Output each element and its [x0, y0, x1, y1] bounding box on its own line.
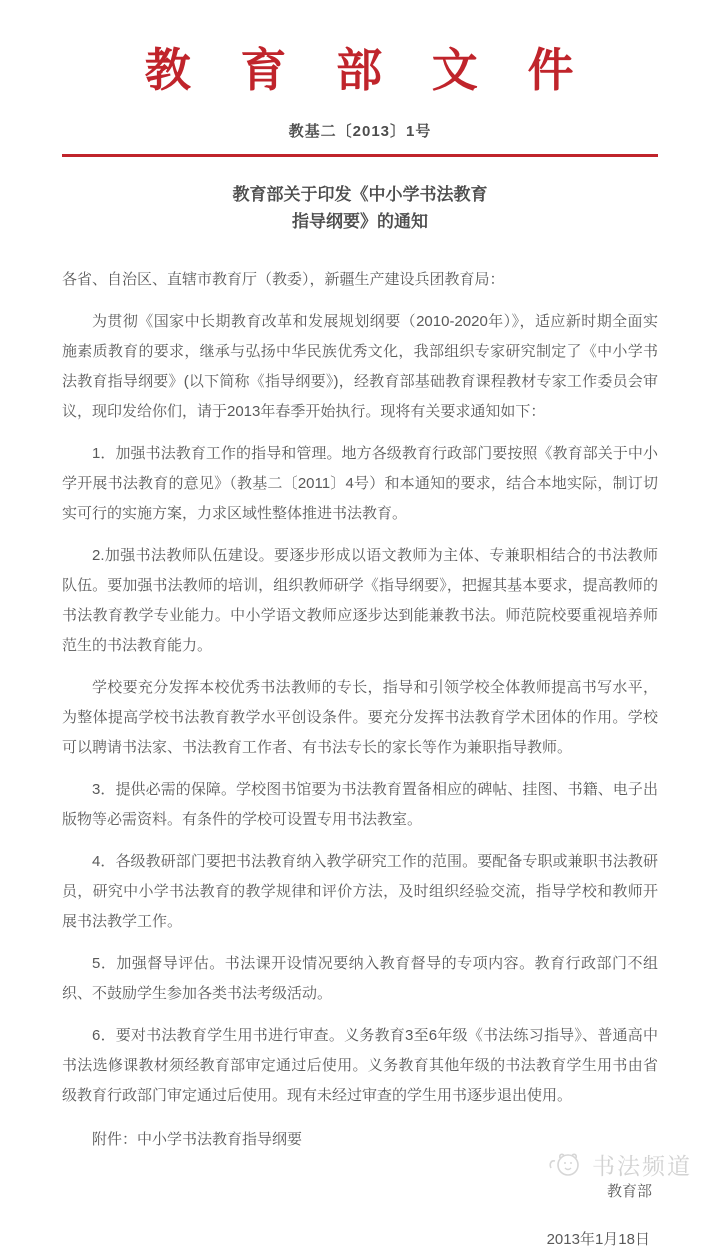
body-paragraph: 3．提供必需的保障。学校图书馆要为书法教育置备相应的碑帖、挂图、书籍、电子出版物等必需资料。有条件的学校可设置专用书法教室。 — [62, 781, 658, 828]
attachment-line: 附件：中小学书法教育指导纲要 — [92, 1131, 303, 1148]
body-paragraph: 6．要对书法教育学生用书进行审查。义务教育3至6年级《书法练习指导》、普通高中书法选修课教材须经教育部审定通过后使用。义务教育其他年级的书法教育学生用书由省级教育行政部门审定通过后使用。现有未经过审查的学生用书逐步退出使用。 — [62, 1027, 658, 1104]
body-paragraph: 1．加强书法教育工作的指导和管理。地方各级教育行政部门要按照《教育部关于中小学开展书法教育的意见》（教基二〔2011〕4号）和本通知的要求，结合本地实际，制订切实可行的实施方案，力求区域性整体推进书法教育。 — [62, 445, 658, 522]
document-title — [62, 181, 658, 235]
agency-header-title: 教 育 部 文 件 — [144, 45, 576, 96]
watermark — [548, 1148, 692, 1181]
mascot-face-icon — [548, 1150, 588, 1180]
body-paragraph: 4．各级教研部门要把书法教育纳入教学研究工作的范围。要配备专职或兼职书法教研员，研究中小学书法教育的教学规律和评价方法，及时组织经验交流，指导学校和教师开展书法教学工作。 — [62, 853, 658, 930]
document-title-line2: 指导纲要》的通知 — [292, 212, 428, 231]
salutation-line: 各省、自治区、直辖市教育厅（教委），新疆生产建设兵团教育局： — [62, 271, 505, 288]
signer-name: 教育部 — [606, 1183, 652, 1200]
document-body — [62, 307, 658, 1111]
document-title-line1: 教育部关于印发《中小学书法教育 — [232, 185, 488, 204]
document-page — [0, 34, 720, 1248]
body-paragraph: 2.加强书法教师队伍建设。要逐步形成以语文教师为主体、专兼职相结合的书法教师队伍。要加强书法教师的培训，组织教师研学《指导纲要》，把握其基本要求，提高教师的书法教育教学专业能力。中小学语文教师应逐步达到能兼教书法。师范院校要重视培养师范生的书法教育能力。 — [62, 547, 658, 654]
document-date: 2013年1月18日 — [546, 1231, 650, 1248]
header-divider-rule — [62, 154, 658, 157]
body-paragraph: 5．加强督导评估。书法课开设情况要纳入教育督导的专项内容。教育行政部门不组织、不鼓励学生参加各类书法考级活动。 — [62, 955, 658, 1002]
body-paragraph: 为贯彻《国家中长期教育改革和发展规划纲要（2010-2020年）》，适应新时期全面实施素质教育的要求，继承与弘扬中华民族优秀文化，我部组织专家研究制定了《中小学书法教育指导纲要》(以下简称《指导纲要》)，经教育部基础教育课程教材专家工作委员会审议，现印发给你们，请于2013年春季开始执行。现将有关要求通知如下： — [62, 313, 658, 420]
document-number: 教基二〔2013〕1号 — [288, 123, 432, 140]
body-paragraph: 学校要充分发挥本校优秀书法教师的专长，指导和引领学校全体教师提高书写水平，为整体提高学校书法教育教学水平创设条件。要充分发挥书法教育学术团体的作用。学校可以聘请书法家、书法教育工作者、有书法专长的家长等作为兼职指导教师。 — [62, 679, 658, 756]
watermark-label: 书法频道 — [592, 1153, 692, 1179]
